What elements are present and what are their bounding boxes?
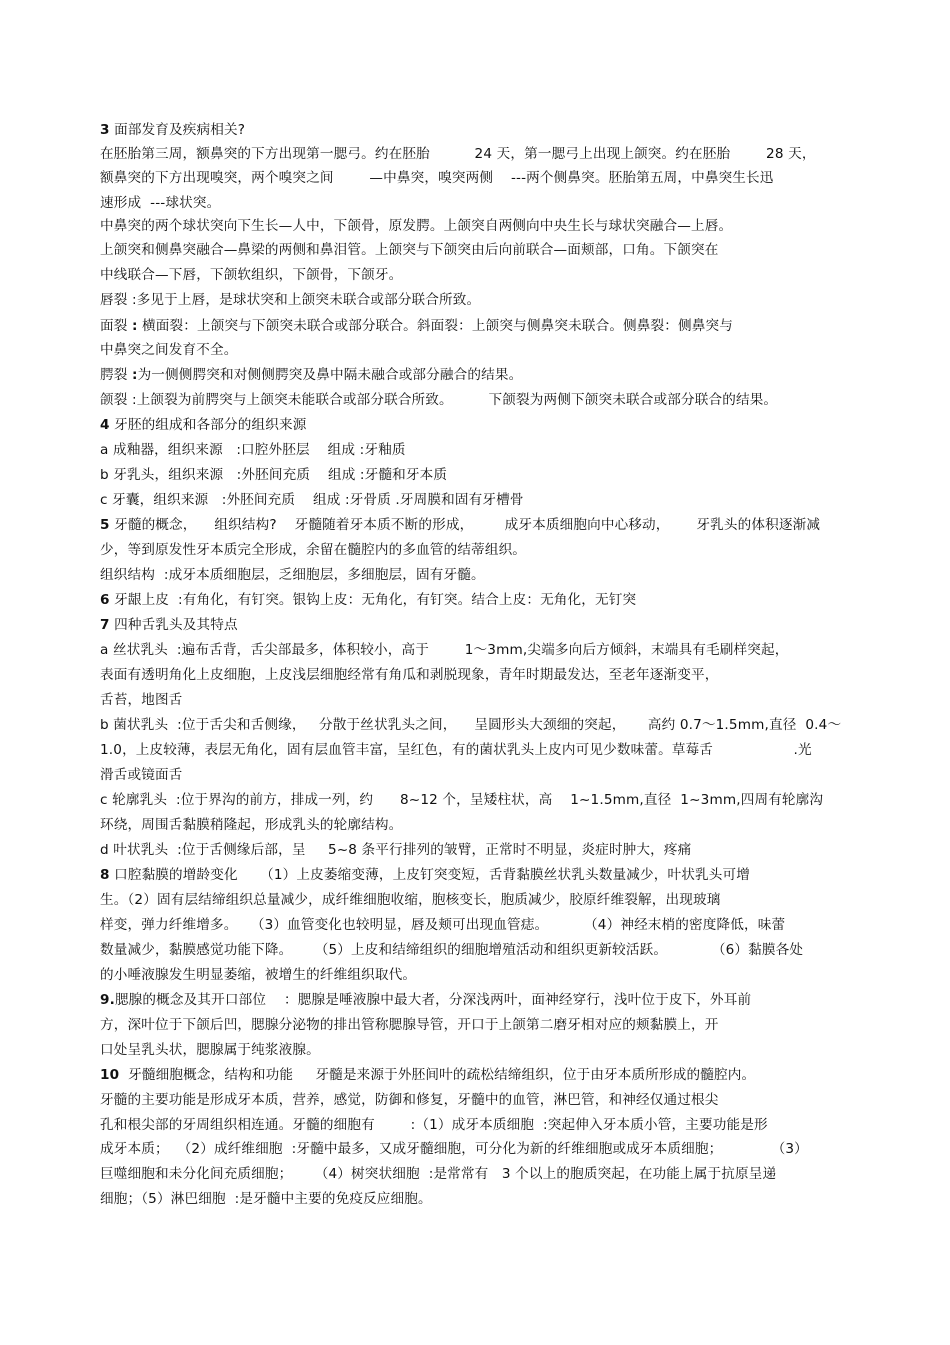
text-line [100, 1066, 755, 1084]
text-segment: 在胚胎第三周，额鼻突的下方出现第一腮弓。约在胚胎 24 天，第一腮弓上出现上颌突。约在胚胎 28 天， [100, 146, 816, 162]
text-line [100, 866, 750, 884]
text-line [100, 1041, 320, 1059]
text-line [100, 416, 307, 434]
text-line [100, 491, 524, 509]
text-line [100, 466, 447, 484]
section-number: : [131, 367, 138, 383]
text-line [100, 1140, 808, 1158]
text-segment: 舌苔，地图舌 [100, 692, 183, 708]
section-number: 3 [100, 122, 110, 138]
text-segment: a 丝状乳头 :遍布舌背，舌尖部最多，体积较小，高于 1～3mm,尖端多向后方倾斜，末端具有毛刷样突起， [100, 642, 789, 658]
text-line [100, 1116, 768, 1134]
text-segment: 速形成 ---球状突。 [100, 195, 221, 211]
text-segment: a 成釉器，组织来源 :口腔外胚层 组成 :牙釉质 [100, 442, 406, 458]
text-line [100, 241, 718, 259]
text-segment: 孔和根尖部的牙周组织相连通。牙髓的细胞有 :（1）成牙本质细胞 :突起伸入牙本质小管，主要功能是形 [100, 1117, 768, 1133]
text-segment: d 叶状乳头 :位于舌侧缘后部，呈 5~8 条平行排列的皱臂，正常时不明显，炎症时肿大，疼痛 [100, 842, 692, 858]
text-line [100, 991, 751, 1009]
text-segment: 1.0，上皮较薄，表层无角化，固有层血管丰富，呈红色，有的菌状乳头上皮内可见少数味蕾。草莓舌 .光 [100, 742, 812, 758]
text-segment: b 牙乳头，组织来源 :外胚间充质 组成 :牙髓和牙本质 [100, 467, 448, 483]
text-line [100, 441, 406, 459]
text-segment: c 轮廓乳头 :位于界沟的前方，排成一列，约 8~12 个，呈矮柱状，高 1~1.5mm,直径 1~3mm,四周有轮廓沟 [100, 792, 824, 808]
text-line [100, 666, 718, 684]
text-segment: 面部发育及疾病相关? [109, 122, 246, 138]
text-line [100, 741, 812, 759]
section-number: 7 [100, 617, 110, 633]
text-line [100, 791, 823, 809]
text-segment: 中线联合—下唇，下颌软组织，下颌骨，下颌牙。 [100, 267, 403, 283]
section-number: 5 [100, 517, 110, 533]
text-line [100, 766, 182, 784]
section-number: 8 [100, 867, 110, 883]
text-segment: 组织结构 :成牙本质细胞层，乏细胞层，多细胞层，固有牙髓。 [100, 567, 485, 583]
text-segment: 成牙本质； （2）成纤维细胞 :牙髓中最多，又成牙髓细胞，可分化为新的纤维细胞或成牙本质细胞； （3） [100, 1141, 808, 1157]
text-line [100, 217, 732, 235]
text-line [100, 1091, 718, 1109]
text-line [100, 1190, 432, 1208]
text-segment: 数量减少，黏膜感觉功能下降。 （5）上皮和结缔组织的细胞增殖活动和组织更新较活跃。 （6）黏膜各处 [100, 942, 804, 958]
text-segment: 少，等到原发性牙本质完全形成，余留在髓腔内的多血管的结蒂组织。 [100, 542, 527, 558]
text-segment: 唇裂 :多见于上唇，是球状突和上颌突未联合或部分联合所致。 [100, 292, 481, 308]
text-segment: c 牙囊，组织来源 :外胚间充质 组成 :牙骨质 .牙周膜和固有牙槽骨 [100, 492, 524, 508]
text-line [100, 891, 720, 909]
text-segment: 样变，弹力纤维增多。 （3）血管变化也较明显，唇及颊可出现血管痣。 （4）神经末梢的密度降低，味蕾 [100, 917, 786, 933]
text-line [100, 566, 485, 584]
text-segment: 口处呈乳头状，腮腺属于纯浆液腺。 [100, 1042, 320, 1058]
text-segment: 四种舌乳头及其特点 [109, 617, 238, 633]
text-line [100, 691, 182, 709]
text-line [100, 366, 522, 384]
text-line [100, 816, 402, 834]
text-segment: 生。（2）固有层结缔组织总量减少，成纤维细胞收缩，胞核变长，胞质减少，胶原纤维裂解，出现玻璃 [100, 892, 721, 908]
text-segment: 面裂 [100, 318, 132, 334]
section-number: 9. [100, 992, 115, 1008]
text-segment: 腮腺的概念及其开口部位 ：腮腺是唾液腺中最大者，分深浅两叶，面神经穿行，浅叶位于皮下，外耳前 [114, 992, 752, 1008]
text-segment: 细胞；（5）淋巴细胞 :是牙髓中主要的免疫反应细胞。 [100, 1191, 432, 1207]
text-segment: 口腔黏膜的增龄变化 （1）上皮萎缩变薄，上皮钉突变短，舌背黏膜丝状乳头数量减少，叶状乳头可增 [109, 867, 750, 883]
text-segment: 牙髓的概念， 组织结构? 牙髓随着牙本质不断的形成， 成牙本质细胞向中心移动， 牙乳头的体积逐渐减 [109, 517, 821, 533]
text-line [100, 516, 820, 534]
text-segment: b 菌状乳头 :位于舌尖和舌侧缘， 分散于丝状乳头之间， 呈圆形头大颈细的突起， 高约 0.7～1.5mm,直径 0.4～ [100, 717, 842, 733]
text-segment: 牙胚的组成和各部分的组织来源 [109, 417, 307, 433]
text-segment: 颌裂 :上颌裂为前腭突与上颌突未能联合或部分联合所致。 下颌裂为两侧下颌突未联合或部分联合的结果。 [100, 392, 778, 408]
section-number: 10 [100, 1067, 120, 1083]
text-line [100, 966, 416, 984]
text-segment: 滑舌或镜面舌 [100, 767, 183, 783]
text-line [100, 616, 238, 634]
text-line [100, 121, 245, 139]
section-number: : [131, 318, 138, 334]
text-segment: 牙龈上皮 :有角化，有钉突。银钩上皮：无角化，有钉突。结合上皮：无角化，无钉突 [109, 592, 637, 608]
text-line [100, 1165, 776, 1183]
text-line [100, 1016, 718, 1034]
section-number: 6 [100, 592, 110, 608]
text-line [100, 194, 220, 212]
text-line [100, 291, 480, 309]
text-line [100, 341, 237, 359]
text-line [100, 641, 788, 659]
text-segment: 横面裂：上颌突与下颌突未联合或部分联合。斜面裂：上颌突与侧鼻突未联合。侧鼻裂：侧鼻突与 [137, 318, 734, 334]
text-segment: 为一侧侧腭突和对侧侧腭突及鼻中隔未融合或部分融合的结果。 [137, 367, 523, 383]
text-segment: 方，深叶位于下颌后凹，腮腺分泌物的排出管称腮腺导管，开口于上颌第二磨牙相对应的颊黏膜上，开 [100, 1017, 719, 1033]
text-line [100, 391, 777, 409]
text-line [100, 266, 402, 284]
text-segment: 中鼻突之间发育不全。 [100, 342, 238, 358]
text-segment: 环绕，周围舌黏膜稍隆起，形成乳头的轮廓结构。 [100, 817, 403, 833]
text-segment: 巨噬细胞和未分化间充质细胞； （4）树突状细胞 :是常常有 3 个以上的胞质突起，在功能上属于抗原呈递 [100, 1166, 777, 1182]
text-line [100, 169, 774, 187]
text-line [100, 317, 733, 335]
text-segment: 表面有透明角化上皮细胞，上皮浅层细胞经常有角瓜和剥脱现象，青年时期最发达，至老年逐渐变平， [100, 667, 719, 683]
text-segment: 中鼻突的两个球状突向下生长—人中，下颌骨，原发腭。上颌突自两侧向中央生长与球状突融合—上唇。 [100, 218, 733, 234]
text-line [100, 716, 841, 734]
text-segment: 腭裂 [100, 367, 132, 383]
text-line [100, 916, 785, 934]
text-segment: 的小唾液腺发生明显萎缩，被增生的纤维组织取代。 [100, 967, 417, 983]
text-segment: 牙髓的主要功能是形成牙本质，营养，感觉，防御和修复，牙髓中的血管，淋巴管，和神经仅通过根尖 [100, 1092, 719, 1108]
text-line [100, 145, 816, 163]
text-line [100, 541, 526, 559]
section-number: 4 [100, 417, 110, 433]
text-segment: 牙髓细胞概念，结构和功能 牙髓是来源于外胚间叶的疏松结缔组织，位于由牙本质所形成的髓腔内。 [119, 1067, 756, 1083]
text-segment: 上颌突和侧鼻突融合—鼻梁的两侧和鼻泪管。上颌突与下颌突由后向前联合—面颊部，口角。下颌突在 [100, 242, 719, 258]
text-line [100, 941, 803, 959]
text-line [100, 841, 691, 859]
text-line [100, 591, 636, 609]
text-segment: 额鼻突的下方出现嗅突，两个嗅突之间 —中鼻突，嗅突两侧 ---两个侧鼻突。胚胎第五周，中鼻突生长迅 [100, 170, 774, 186]
